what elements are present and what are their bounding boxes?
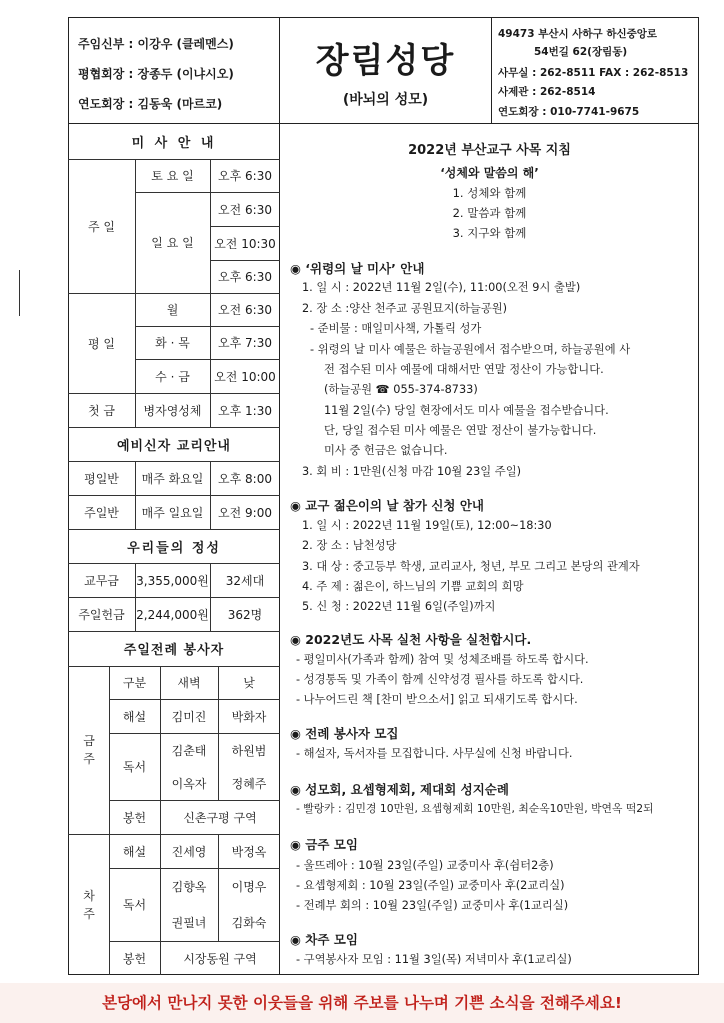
rosary-chair: 연도회장 : 김동욱 (마르코) <box>78 97 223 111</box>
pastoral-title: 2022년 부산교구 사목 지침 <box>408 143 571 158</box>
server-name: 박화자 <box>231 709 267 724</box>
weekday-label: 평 일 <box>88 336 115 351</box>
pastoral-item: 1. 성체와 함께 <box>452 186 527 200</box>
section-line: 2. 장 소 :양산 천주교 공원묘지(하늘공원) <box>302 302 508 315</box>
section-line: 3. 대 상 : 중고등부 학생, 교리교사, 청년, 부모 그리고 본당의 관계자 <box>302 560 640 573</box>
address-line-1: 49473 부산시 사하구 하신중앙로 <box>498 28 658 40</box>
reading-label: 독서 <box>122 898 147 912</box>
offering-title: 우리들의 정성 <box>127 540 221 556</box>
sunday-time-3: 오후 6:30 <box>218 270 272 284</box>
server-name: 김춘태 <box>171 743 207 758</box>
section-heading: ◉ 금주 모임 <box>290 837 358 852</box>
catechumen-row-day: 매주 화요일 <box>141 471 204 486</box>
first-friday-label: 첫 금 <box>88 403 115 418</box>
server-name: 김향옥 <box>171 879 207 894</box>
section-heading: ◉ ‘위령의 날 미사’ 안내 <box>290 261 425 276</box>
section-line: 전 접수된 미사 예물에 대해서만 연말 정산이 가능합니다. <box>324 363 604 376</box>
catechumen-row-label: 주일반 <box>84 505 119 520</box>
section-heading: ◉ 차주 모임 <box>290 932 358 947</box>
section-line: - 빨랑카 : 김민경 10만원, 요셉형제회 10만원, 최순옥10만원, 박연옥 떡2되 <box>296 802 654 815</box>
section-line: 1. 일 시 : 2022년 11월 19일(토), 12:00~18:30 <box>302 519 552 532</box>
server-name: 박정옥 <box>231 844 267 859</box>
section-heading: ◉ 전례 봉사자 모집 <box>290 726 399 741</box>
wed-fri-time: 오전 10:00 <box>214 369 276 384</box>
header-title-block <box>280 17 492 124</box>
sunday-label: 주 일 <box>88 219 115 234</box>
council-chair: 평협회장 : 장종두 (이냐시오) <box>78 67 234 81</box>
header-officers <box>68 17 280 124</box>
server-name: 이명우 <box>231 879 267 894</box>
first-friday-desc: 병자영성체 <box>143 403 202 418</box>
tue-thu-label: 화 · 목 <box>155 336 190 350</box>
section-line: - 나누어드린 책 [찬미 받으소서] 읽고 되새기도록 합시다. <box>296 693 578 706</box>
section-heading: ◉ 교구 젊은이의 날 참가 신청 안내 <box>290 498 484 513</box>
servers-title: 주일전례 봉사자 <box>123 643 225 658</box>
section-line: - 위령의 날 미사 예물은 하늘공원에서 접수받으며, 하늘공원에 사 <box>310 343 631 356</box>
offering-row-amount: 3,355,000원 <box>136 573 209 588</box>
offering-row-count: 32세대 <box>225 573 265 588</box>
tue-thu-time: 오후 7:30 <box>218 336 272 350</box>
address-line-2: 54번길 62(장림동) <box>534 46 628 58</box>
servers-col-day: 낮 <box>243 676 255 690</box>
section-line: 미사 중 헌금은 없습니다. <box>324 444 448 457</box>
section-line: (하늘공원 ☎ 055-374-8733) <box>324 383 478 396</box>
server-name: 이옥자 <box>171 777 207 791</box>
saturday-label: 토 요 일 <box>151 169 194 183</box>
section-line: 단, 당일 접수된 미사 예물은 연말 정산이 불가능합니다. <box>324 424 597 437</box>
server-name: 진세영 <box>171 844 207 859</box>
section-line: - 전례부 회의 : 10월 23일(주일) 교중미사 후(1교리실) <box>296 899 569 912</box>
catechumen-row-time: 오전 9:00 <box>218 505 272 520</box>
offering-district: 시장동원 구역 <box>183 951 257 966</box>
wed-fri-label: 수 · 금 <box>155 369 190 384</box>
section-line: - 해설자, 독서자를 모집합니다. 사무실에 신청 바랍니다. <box>296 747 573 760</box>
section-line: 3. 회 비 : 1만원(신청 마감 10월 23일 주일) <box>302 465 522 478</box>
monday-label: 월 <box>166 303 179 317</box>
catechumen-row-label: 평일반 <box>84 471 119 486</box>
sunday-time-2: 오전 10:30 <box>214 236 276 251</box>
section-heading: ◉ 2022년도 사목 실천 사항을 실천합시다. <box>290 632 532 647</box>
server-name: 하원범 <box>231 743 267 758</box>
section-heading: ◉ 성모회, 요셉형제회, 제대회 성지순례 <box>290 782 509 797</box>
section-line: - 성경통독 및 가족이 함께 신약성경 필사를 하도록 합시다. <box>296 673 584 686</box>
margin-mark <box>19 270 20 316</box>
server-name: 권필녀 <box>171 916 207 930</box>
offering-role-label: 봉헌 <box>122 951 147 966</box>
mass-schedule-title: 미 사 안 내 <box>131 136 217 151</box>
church-name: 장림성당 <box>315 41 456 81</box>
pastoral-item: 3. 지구와 함께 <box>452 226 527 240</box>
header-contact <box>492 17 699 124</box>
offering-row-label: 주일헌금 <box>78 607 125 622</box>
catechumen-row-day: 매주 일요일 <box>141 505 204 520</box>
saturday-time: 오후 6:30 <box>218 169 272 183</box>
rectory-phone: 사제관 : 262-8514 <box>498 86 596 98</box>
sunday-time-1: 오전 6:30 <box>218 202 272 217</box>
office-phone: 사무실 : 262-8511 FAX : 262-8513 <box>498 67 689 79</box>
section-line: - 평일미사(가족과 함께) 참여 및 성체조배를 하도록 합시다. <box>296 653 589 666</box>
pastoral-theme: ‘성체와 말씀의 해’ <box>440 166 539 180</box>
section-line: 11월 2일(수) 당일 현장에서도 미사 예물을 접수받습니다. <box>324 404 609 417</box>
footer-banner: 본당에서 만나지 못한 이웃들을 위해 주보를 나누며 기쁜 소식을 전해주세요! <box>0 983 724 1023</box>
section-line: 1. 일 시 : 2022년 11월 2일(수), 11:00(오전 9시 출발) <box>302 281 581 294</box>
pastoral-item: 2. 말씀과 함께 <box>452 206 527 220</box>
offering-district: 신촌구평 구역 <box>183 810 257 825</box>
offering-role-label: 봉헌 <box>122 810 147 825</box>
section-line: 4. 주 제 : 젊은이, 하느님의 기쁨 교회의 희망 <box>302 580 524 593</box>
offering-row-label: 교무금 <box>84 573 119 588</box>
section-line: 5. 신 청 : 2022년 11월 6일(주일)까지 <box>302 600 496 613</box>
section-line: 2. 장 소 : 남천성당 <box>302 539 397 552</box>
monday-time: 오전 6:30 <box>218 303 272 317</box>
servers-col-head: 구분 <box>122 676 147 690</box>
next-week-label: 차 주 <box>83 888 95 921</box>
section-line: - 구역봉사자 모임 : 11월 3일(목) 저녁미사 후(1교리실) <box>296 953 572 966</box>
commentary-label: 해설 <box>122 844 147 859</box>
section-line: - 울뜨레아 : 10월 23일(주일) 교중미사 후(쉼터2층) <box>296 859 554 872</box>
reading-label: 독서 <box>122 760 147 774</box>
sunday-day-label: 일 요 일 <box>151 236 194 250</box>
offering-row-amount: 2,244,000원 <box>136 607 209 622</box>
pastor-name: 주임신부 : 이강우 (클레멘스) <box>78 37 234 51</box>
offering-row-count: 362명 <box>227 607 263 622</box>
catechumen-title: 예비신자 교리안내 <box>117 438 231 454</box>
server-name: 김미진 <box>171 709 207 724</box>
commentary-label: 해설 <box>122 709 147 724</box>
this-week-label: 금 주 <box>83 734 95 766</box>
first-friday-time: 오후 1:30 <box>218 403 272 418</box>
rosary-phone: 연도회장 : 010-7741-9675 <box>498 106 640 118</box>
section-line: - 요셉형제회 : 10월 23일(주일) 교중미사 후(2교리실) <box>296 879 565 892</box>
server-name: 김화숙 <box>231 916 267 930</box>
servers-col-dawn: 새벽 <box>177 676 201 690</box>
server-name: 정혜주 <box>231 777 267 791</box>
section-line: - 준비물 : 매일미사책, 가톨릭 성가 <box>310 322 482 335</box>
catechumen-row-time: 오후 8:00 <box>218 471 272 486</box>
church-patron: (바뇌의 성모) <box>342 92 429 108</box>
